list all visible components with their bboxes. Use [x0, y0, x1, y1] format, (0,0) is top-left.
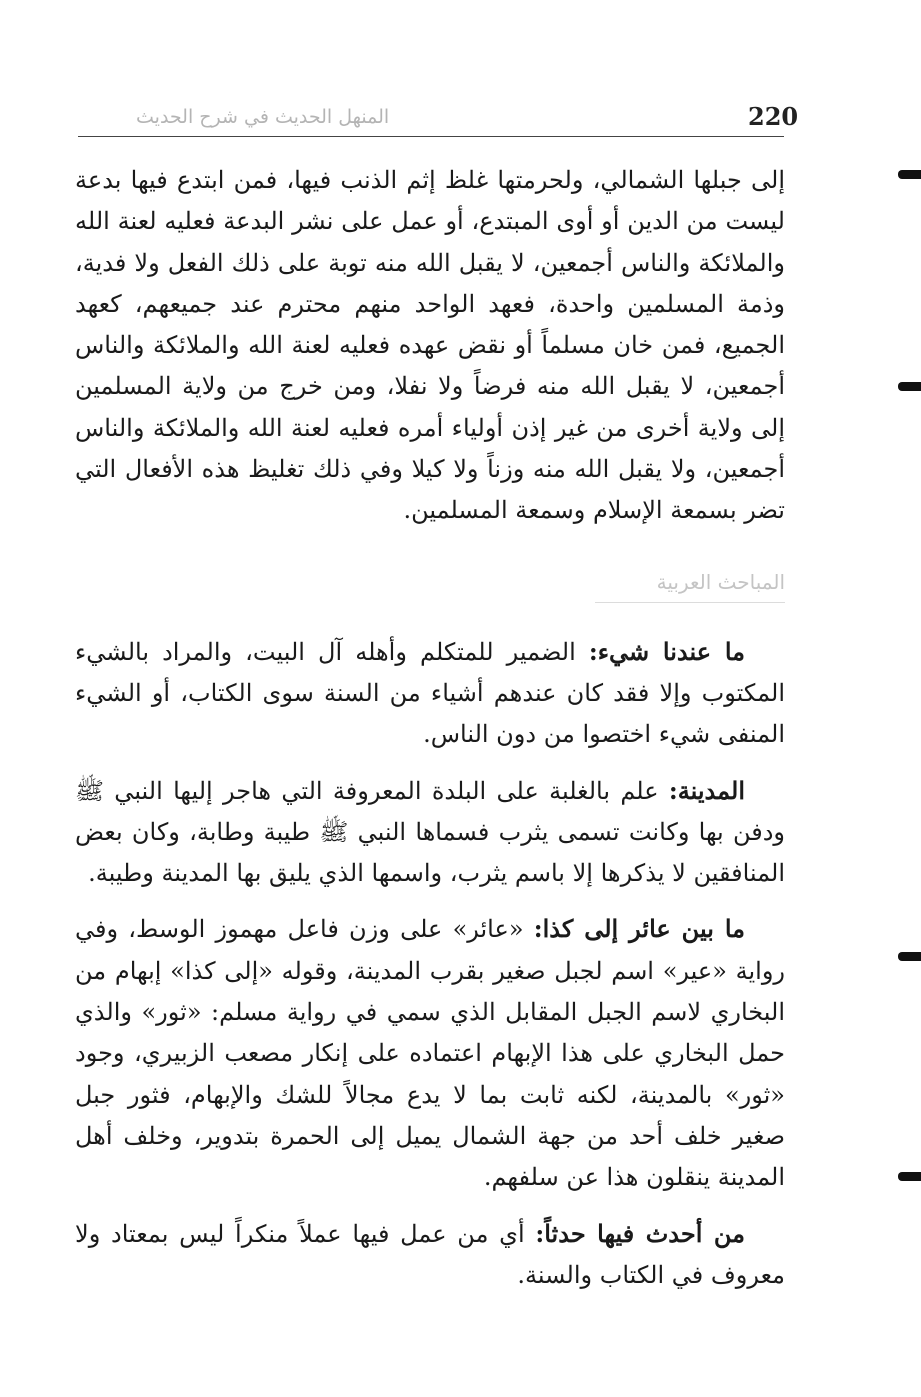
- scan-edge-mark: [898, 382, 921, 391]
- entry-term: المدينة:: [668, 775, 745, 805]
- running-title: المنهل الحديث في شرح الحديث: [136, 106, 390, 128]
- entry-text: الضمير للمتكلم وأهله آل البيت، والمراد بالشيء المكتوب وإلا فقد كان عندهم أشياء من السنة سوى الكتاب، أو الشيء المنفى شيء اختصوا من دون الناس.: [75, 637, 785, 749]
- entry-text: «عائر» على وزن فاعل مهموز الوسط، وفي رواية «عير» اسم لجبل صغير بقرب المدينة، وقوله «إلى كذا» إبهام من البخاري لاسم الجبل المقابل الذي سمي في رواية مسلم: «ثور» والذي حمل البخاري على هذا الإبهام اعتماده على إنكار مصعب الزبيري، وجود «ثور» بالمدينة، لكنه ثابت بما لا يدع مجالاً للشك والإبهام، فثور جبل صغير خلف أحد من جهة الشمال يميل إلى الحمرة بتدوير، وخلف أهل المدينة ينقلون هذا عن سلفهم.: [75, 915, 785, 1192]
- definition-entry: [75, 908, 785, 1198]
- page-header: [78, 96, 799, 137]
- section-title: المباحث العربية: [595, 570, 785, 603]
- page-content: [75, 160, 785, 1310]
- entry-term: ما بين عائر إلى كذا:: [533, 914, 745, 944]
- body-paragraph: إلى جبلها الشمالي، ولحرمتها غلظ إثم الذنب فيها، فمن ابتدع فيها بدعة ليست من الدين أو أوى المبتدع، أو عمل على نشر البدعة فعليه لعنة الله والملائكة والناس أجمعين، لا يقبل الله منه توبة على ذلك الفعل ولا فدية، وذمة المسلمين واحدة، فعهد الواحد منهم محترم عند جميعهم، كعهد الجميع، فمن خان مسلماً أو نقض عهده فعليه لعنة الله والملائكة والناس أجمعين، لا يقبل الله منه فرضاً ولا نفلا، ومن خرج من ولاية المسلمين إلى ولاية أخرى من غير إذن أولياء أمره فعليه لعنة الله والملائكة والناس أجمعين، ولا يقبل الله منه وزناً ولا كيلا وفي ذلك تغليظ هذه الأفعال التي تضر بسمعة الإسلام وسمعة المسلمين.: [75, 166, 785, 525]
- page-number: 220: [748, 102, 799, 131]
- scan-edge-mark: [898, 170, 921, 179]
- definition-entry: [75, 770, 785, 895]
- entry-term: من أحدث فيها حدثاً:: [535, 1218, 745, 1248]
- entry-text: أي من عمل فيها عملاً منكراً ليس بمعتاد ولا معروف في الكتاب والسنة.: [75, 1219, 785, 1289]
- definition-entry: [75, 1213, 785, 1297]
- scan-edge-mark: [898, 1172, 921, 1181]
- entry-text: علم بالغلبة على البلدة المعروفة التي هاجر إليها النبي ﷺ ودفن بها وكانت تسمى يثرب فسماها النبي ﷺ طيبة وطابة، وكان بعض المنافقين لا يذكرها إلا باسم يثرب، واسمها الذي يليق بها المدينة وطيبة.: [75, 776, 785, 888]
- entry-term: ما عندنا شيء:: [588, 636, 745, 666]
- scan-edge-mark: [898, 952, 921, 961]
- definition-entry: [75, 631, 785, 756]
